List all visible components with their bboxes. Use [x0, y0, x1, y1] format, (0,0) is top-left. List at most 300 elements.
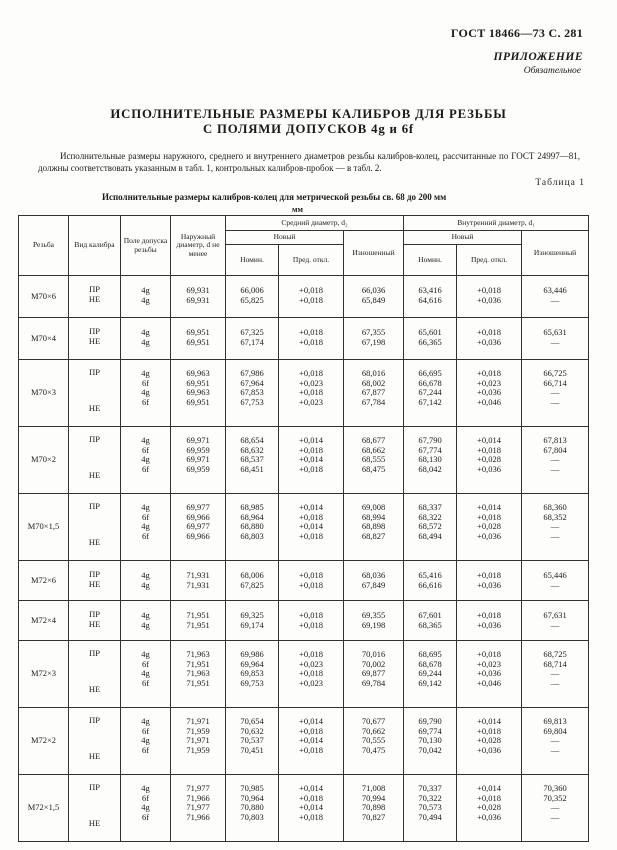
inner-worn-value: —: [550, 454, 560, 465]
mid-worn-value: 69,355: [361, 610, 386, 620]
header-tolerance-field: Поле допуска резьбы: [121, 216, 171, 276]
inner-nominal-value: 67,790: [418, 435, 442, 445]
appendix-note: Обязательное: [523, 66, 581, 76]
inner-nominal-value: 65,601: [418, 327, 442, 337]
cell-inner-deviation: [457, 427, 522, 494]
gauge-type-value: ПР: [89, 284, 100, 294]
outer-diameter-value: 71,977: [186, 802, 210, 813]
mid-nominal-value: 68,006: [240, 570, 264, 580]
gauge-type-value: ПР: [89, 648, 100, 658]
outer-diameter-value: 71,959: [186, 744, 210, 755]
outer-diameter-value: 71,951: [186, 658, 210, 669]
mid-worn-value: 68,555: [361, 454, 386, 465]
inner-worn-value: 65,631: [543, 327, 567, 337]
inner-worn-value: 66,725: [543, 368, 567, 378]
gauge-type-value: ПР: [89, 367, 100, 377]
inner-nominal-value: 64,616: [418, 294, 442, 305]
cell-mid-deviation: [279, 641, 344, 708]
inner-deviation-value: +0,028: [477, 454, 501, 465]
inner-deviation-value: +0,028: [477, 521, 501, 532]
cell-thread: M70×2: [19, 427, 69, 494]
tolerance-field-value: 6f: [141, 744, 150, 755]
cell-outer-diameter: [171, 641, 226, 708]
inner-deviation-value: +0,023: [477, 377, 501, 388]
inner-worn-value: 67,631: [543, 610, 567, 620]
mid-deviation-value: +0,018: [299, 610, 323, 620]
cell-inner-nominal: [404, 641, 457, 708]
inner-nominal-value: 68,337: [418, 502, 442, 512]
tolerance-field-value: 4g: [141, 668, 150, 679]
cell-inner-nominal: [404, 601, 457, 641]
inner-deviation-value: +0,014: [477, 783, 501, 793]
cell-inner-worn: [522, 318, 589, 360]
mid-nominal-value: 69,753: [240, 677, 264, 688]
mid-worn-value: 65,849: [361, 294, 386, 305]
inner-nominal-value: 67,142: [418, 396, 442, 407]
cell-mid-worn: [344, 641, 404, 708]
cell-inner-deviation: [457, 601, 522, 641]
outer-diameter-value: 71,963: [186, 668, 210, 679]
page-title-line1: ИСПОЛНИТЕЛЬНЫЕ РАЗМЕРЫ КАЛИБРОВ ДЛЯ РЕЗЬБЫ: [110, 107, 507, 121]
mid-deviation-value: +0,018: [299, 336, 323, 347]
mid-worn-value: 69,784: [361, 677, 386, 688]
inner-worn-value: 69,804: [543, 725, 567, 736]
cell-tolerance-field: [121, 601, 171, 641]
table-row: [19, 276, 589, 318]
outer-diameter-value: 69,951: [186, 336, 210, 347]
gauge-type-value: ПР: [89, 609, 100, 619]
inner-worn-value: 65,446: [543, 570, 567, 580]
cell-mid-nominal: [226, 708, 279, 775]
cell-inner-deviation: [457, 561, 522, 601]
outer-diameter-value: 71,966: [186, 792, 210, 803]
mid-worn-value: 69,877: [361, 668, 386, 679]
cell-thread: M72×1,5: [19, 775, 69, 842]
inner-worn-value: 68,352: [543, 511, 567, 522]
inner-deviation-value: +0,036: [477, 387, 501, 398]
cell-tolerance-field: [121, 775, 171, 842]
table-row: [19, 561, 589, 601]
cell-inner-nominal: [404, 708, 457, 775]
cell-mid-deviation: [279, 775, 344, 842]
mid-nominal-value: 69,986: [240, 649, 264, 659]
cell-thread: M70×6: [19, 276, 69, 318]
gauge-type-value: НЕ: [88, 683, 101, 694]
tolerance-field-value: 6f: [141, 725, 150, 736]
cell-inner-deviation: [457, 276, 522, 318]
header-mid-diameter: Средний диаметр, d₂: [226, 216, 404, 231]
inner-worn-value: 69,813: [543, 716, 567, 726]
tolerance-field-value: 6f: [141, 444, 150, 455]
gauge-type-value: НЕ: [88, 750, 101, 761]
gauge-type-value: ПР: [89, 782, 100, 792]
inner-worn-value: 68,714: [543, 658, 567, 669]
outer-diameter-value: 71,963: [186, 649, 210, 659]
cell-thread: M70×4: [19, 318, 69, 360]
inner-nominal-value: 68,494: [418, 530, 442, 541]
cell-thread: M72×4: [19, 601, 69, 641]
inner-nominal-value: 70,322: [418, 792, 442, 803]
cell-gauge-type: [69, 427, 121, 494]
mid-worn-value: 68,036: [361, 570, 386, 580]
cell-outer-diameter: [171, 708, 226, 775]
tolerance-field-value: 6f: [141, 511, 150, 522]
mid-nominal-value: 66,006: [240, 285, 264, 295]
tolerance-field-value: 4g: [141, 294, 150, 305]
mid-worn-value: 68,827: [361, 530, 386, 541]
outer-diameter-value: 71,971: [186, 735, 210, 746]
cell-mid-worn: [344, 360, 404, 427]
inner-worn-value: —: [550, 802, 560, 813]
mid-nominal-value: 70,451: [240, 744, 264, 755]
cell-mid-worn: [344, 775, 404, 842]
cell-outer-diameter: [171, 561, 226, 601]
cell-outer-diameter: [171, 775, 226, 842]
table-row: [19, 318, 589, 360]
table-row: [19, 360, 589, 427]
mid-worn-value: 67,784: [361, 396, 386, 407]
mid-nominal-value: 67,853: [240, 387, 264, 398]
gauge-type-value: ПР: [89, 715, 100, 725]
inner-deviation-value: +0,014: [477, 435, 501, 445]
inner-deviation-value: +0,018: [477, 368, 501, 378]
tolerance-field-value: 4g: [141, 570, 150, 580]
cell-gauge-type: [69, 601, 121, 641]
outer-diameter-value: 71,951: [186, 619, 210, 630]
mid-nominal-value: 69,853: [240, 668, 264, 679]
mid-deviation-value: +0,014: [299, 783, 323, 793]
cell-mid-worn: [344, 561, 404, 601]
mid-nominal-value: 70,632: [240, 725, 264, 736]
mid-worn-value: 71,008: [361, 783, 386, 793]
gauge-type-value: НЕ: [88, 469, 101, 480]
document-reference: ГОСТ 18466—73 С. 281: [450, 26, 583, 40]
mid-worn-value: 70,475: [361, 744, 386, 755]
cell-inner-nominal: [404, 276, 457, 318]
inner-deviation-value: +0,018: [477, 285, 501, 295]
tolerance-field-value: 4g: [141, 802, 150, 813]
tolerance-field-value: 6f: [141, 658, 150, 669]
cell-inner-deviation: [457, 775, 522, 842]
cell-inner-worn: [522, 276, 589, 318]
inner-deviation-value: +0,018: [477, 511, 501, 522]
mid-deviation-value: +0,018: [299, 744, 323, 755]
mid-worn-value: 68,677: [361, 435, 386, 445]
table-row: [19, 708, 589, 775]
mid-deviation-value: +0,023: [299, 377, 323, 388]
cell-mid-nominal: [226, 427, 279, 494]
inner-deviation-value: +0,014: [477, 502, 501, 512]
tolerance-field-value: 4g: [141, 735, 150, 746]
mid-worn-value: 68,002: [361, 377, 386, 388]
header-thread: Резьба: [19, 216, 69, 276]
inner-worn-value: —: [550, 744, 560, 755]
tolerance-field-value: 4g: [141, 502, 150, 512]
outer-diameter-value: 71,951: [186, 610, 210, 620]
mid-deviation-value: +0,018: [299, 530, 323, 541]
tolerance-field-value: 6f: [141, 792, 150, 803]
cell-mid-deviation: [279, 601, 344, 641]
mid-deviation-value: +0,018: [299, 811, 323, 822]
table-label: Таблица 1: [535, 178, 585, 188]
mid-nominal-value: 69,325: [240, 610, 264, 620]
mid-deviation-value: +0,014: [299, 735, 323, 746]
mid-worn-value: 68,662: [361, 444, 386, 455]
tolerance-field-value: 4g: [141, 285, 150, 295]
mid-deviation-value: +0,023: [299, 677, 323, 688]
inner-worn-value: —: [550, 811, 560, 822]
tolerance-field-value: 4g: [141, 368, 150, 378]
gauge-type-value: НЕ: [88, 578, 101, 589]
mid-worn-value: 67,877: [361, 387, 386, 398]
mid-worn-value: 68,994: [361, 511, 386, 522]
inner-deviation-value: +0,018: [477, 792, 501, 803]
inner-deviation-value: +0,036: [477, 294, 501, 305]
outer-diameter-value: 71,971: [186, 716, 210, 726]
inner-deviation-value: +0,036: [477, 619, 501, 630]
cell-gauge-type: [69, 561, 121, 601]
outer-diameter-value: 71,931: [186, 570, 210, 580]
cell-mid-nominal: [226, 276, 279, 318]
inner-deviation-value: +0,023: [477, 658, 501, 669]
inner-nominal-value: 66,678: [418, 377, 442, 388]
header-inner-nominal: Номин.: [404, 245, 457, 276]
cell-mid-deviation: [279, 708, 344, 775]
inner-worn-value: —: [550, 336, 560, 347]
gauge-type-value: НЕ: [88, 536, 101, 547]
cell-inner-nominal: [404, 775, 457, 842]
header-mid-nominal: Номин.: [226, 245, 279, 276]
inner-worn-value: 70,360: [543, 783, 567, 793]
cell-outer-diameter: [171, 494, 226, 561]
mid-nominal-value: 70,654: [240, 716, 264, 726]
mid-deviation-value: +0,018: [299, 387, 323, 398]
intro-paragraph: Исполнительные размеры наружного, среднего и внутреннего диаметров резьбы калибров-колец, рассчитанные по ГОСТ 24997—81, должны соответствовать указанным в табл. 1, контрольных калибров-пробок — в табл. 2.: [38, 151, 580, 173]
cell-outer-diameter: [171, 276, 226, 318]
mid-nominal-value: 70,803: [240, 811, 264, 822]
mid-nominal-value: 69,174: [240, 619, 264, 630]
tolerance-field-value: 6f: [141, 677, 150, 688]
mid-deviation-value: +0,023: [299, 396, 323, 407]
inner-deviation-value: +0,036: [477, 579, 501, 590]
inner-nominal-value: 67,774: [418, 444, 442, 455]
inner-worn-value: —: [550, 579, 560, 590]
outer-diameter-value: 71,977: [186, 783, 210, 793]
tolerance-field-value: 4g: [141, 610, 150, 620]
mid-worn-value: 69,198: [361, 619, 386, 630]
tolerance-field-value: 4g: [141, 336, 150, 347]
mid-deviation-value: +0,018: [299, 619, 323, 630]
inner-nominal-value: 68,130: [418, 454, 442, 465]
inner-deviation-value: +0,036: [477, 668, 501, 679]
cell-mid-nominal: [226, 318, 279, 360]
outer-diameter-value: 71,959: [186, 725, 210, 736]
mid-worn-value: 69,008: [361, 502, 386, 512]
mid-worn-value: 67,198: [361, 336, 386, 347]
cell-inner-worn: [522, 641, 589, 708]
inner-nominal-value: 70,337: [418, 783, 442, 793]
inner-worn-value: 68,725: [543, 649, 567, 659]
appendix-label: ПРИЛОЖЕНИЕ: [493, 51, 583, 63]
inner-worn-value: 68,360: [543, 502, 567, 512]
cell-mid-deviation: [279, 427, 344, 494]
cell-inner-deviation: [457, 641, 522, 708]
inner-worn-value: 63,446: [543, 285, 567, 295]
mid-nominal-value: 70,985: [240, 783, 264, 793]
cell-tolerance-field: [121, 427, 171, 494]
outer-diameter-value: 69,959: [186, 444, 210, 455]
cell-gauge-type: [69, 641, 121, 708]
mid-deviation-value: +0,014: [299, 716, 323, 726]
cell-inner-deviation: [457, 494, 522, 561]
inner-nominal-value: 63,416: [418, 285, 442, 295]
tolerance-field-value: 6f: [141, 530, 150, 541]
cell-inner-worn: [522, 561, 589, 601]
cell-gauge-type: [69, 494, 121, 561]
cell-mid-worn: [344, 601, 404, 641]
tolerance-field-value: 4g: [141, 454, 150, 465]
inner-worn-value: —: [550, 735, 560, 746]
page-title-line2: С ПОЛЯМИ ДОПУСКОВ 4g и 6f: [203, 122, 414, 136]
tolerance-field-value: 4g: [141, 649, 150, 659]
mid-nominal-value: 68,451: [240, 463, 264, 474]
mid-worn-value: 70,016: [361, 649, 386, 659]
tolerance-field-value: 4g: [141, 435, 150, 445]
outer-diameter-value: 69,951: [186, 327, 210, 337]
cell-mid-worn: [344, 494, 404, 561]
inner-deviation-value: +0,046: [477, 396, 501, 407]
inner-worn-value: 67,813: [543, 435, 567, 445]
mid-nominal-value: 67,986: [240, 368, 264, 378]
gauge-type-value: ПР: [89, 569, 100, 579]
inner-nominal-value: 68,678: [418, 658, 442, 669]
gauge-type-value: НЕ: [88, 335, 101, 346]
mid-deviation-value: +0,018: [299, 285, 323, 295]
inner-nominal-value: 70,573: [418, 802, 442, 813]
cell-inner-worn: [522, 427, 589, 494]
outer-diameter-value: 69,931: [186, 285, 210, 295]
mid-deviation-value: +0,014: [299, 802, 323, 813]
inner-deviation-value: +0,036: [477, 336, 501, 347]
inner-worn-value: 66,714: [543, 377, 567, 388]
inner-worn-value: —: [550, 463, 560, 474]
mid-worn-value: 68,016: [361, 368, 386, 378]
mid-nominal-value: 67,964: [240, 377, 264, 388]
inner-nominal-value: 67,244: [418, 387, 442, 398]
mid-nominal-value: 67,825: [240, 579, 264, 590]
table-row: [19, 775, 589, 842]
cell-mid-deviation: [279, 276, 344, 318]
tolerance-field-value: 4g: [141, 387, 150, 398]
inner-deviation-value: +0,046: [477, 677, 501, 688]
tolerance-field-value: 6f: [141, 463, 150, 474]
gauge-type-value: НЕ: [88, 293, 101, 304]
cell-mid-worn: [344, 708, 404, 775]
cell-thread: M72×3: [19, 641, 69, 708]
mid-deviation-value: +0,018: [299, 579, 323, 590]
inner-nominal-value: 69,790: [418, 716, 442, 726]
cell-mid-nominal: [226, 360, 279, 427]
cell-mid-worn: [344, 276, 404, 318]
cell-gauge-type: [69, 360, 121, 427]
outer-diameter-value: 69,977: [186, 502, 210, 512]
cell-inner-deviation: [457, 318, 522, 360]
cell-thread: M72×6: [19, 561, 69, 601]
cell-mid-deviation: [279, 494, 344, 561]
tolerance-field-value: 4g: [141, 579, 150, 590]
mid-worn-value: 70,994: [361, 792, 386, 803]
inner-nominal-value: 70,130: [418, 735, 442, 746]
cell-tolerance-field: [121, 360, 171, 427]
inner-deviation-value: +0,028: [477, 802, 501, 813]
cell-tolerance-field: [121, 318, 171, 360]
header-outer-diameter: Наружный диаметр, d не менее: [171, 216, 226, 276]
mid-deviation-value: +0,018: [299, 511, 323, 522]
mid-worn-value: 67,849: [361, 579, 386, 590]
cell-gauge-type: [69, 318, 121, 360]
cell-inner-nominal: [404, 561, 457, 601]
outer-diameter-value: 71,966: [186, 811, 210, 822]
cell-mid-deviation: [279, 561, 344, 601]
cell-inner-worn: [522, 601, 589, 641]
cell-tolerance-field: [121, 708, 171, 775]
cell-gauge-type: [69, 708, 121, 775]
mid-deviation-value: +0,018: [299, 649, 323, 659]
cell-outer-diameter: [171, 360, 226, 427]
table-row: [19, 641, 589, 708]
cell-outer-diameter: [171, 427, 226, 494]
inner-deviation-value: +0,018: [477, 725, 501, 736]
outer-diameter-value: 69,963: [186, 368, 210, 378]
mid-deviation-value: +0,018: [299, 668, 323, 679]
inner-nominal-value: 66,365: [418, 336, 442, 347]
table-row: [19, 494, 589, 561]
outer-diameter-value: 69,951: [186, 396, 210, 407]
header-mid-new: Новый: [226, 231, 344, 245]
header-mid-worn: Изношенный: [344, 231, 404, 276]
table-title: Исполнительные размеры калибров-колец для метрической резьбы св. 68 до 200 мм: [102, 192, 447, 202]
outer-diameter-value: 69,959: [186, 463, 210, 474]
cell-thread: M70×3: [19, 360, 69, 427]
inner-deviation-value: +0,018: [477, 649, 501, 659]
cell-mid-nominal: [226, 775, 279, 842]
mid-nominal-value: 68,803: [240, 530, 264, 541]
inner-deviation-value: +0,018: [477, 610, 501, 620]
mid-deviation-value: +0,014: [299, 454, 323, 465]
inner-nominal-value: 66,695: [418, 368, 442, 378]
cell-tolerance-field: [121, 561, 171, 601]
cell-inner-worn: [522, 360, 589, 427]
mid-nominal-value: 68,537: [240, 454, 264, 465]
inner-deviation-value: +0,014: [477, 716, 501, 726]
inner-worn-value: —: [550, 387, 560, 398]
mid-nominal-value: 68,632: [240, 444, 264, 455]
gauge-type-value: ПР: [89, 326, 100, 336]
mid-nominal-value: 70,880: [240, 802, 264, 813]
cell-mid-nominal: [226, 494, 279, 561]
mid-nominal-value: 69,964: [240, 658, 264, 669]
cell-inner-nominal: [404, 427, 457, 494]
mid-deviation-value: +0,018: [299, 368, 323, 378]
table-body: [19, 276, 589, 842]
mid-worn-value: 70,677: [361, 716, 386, 726]
mid-deviation-value: +0,018: [299, 444, 323, 455]
inner-worn-value: —: [550, 668, 560, 679]
cell-tolerance-field: [121, 494, 171, 561]
cell-mid-nominal: [226, 601, 279, 641]
tolerance-field-value: 6f: [141, 811, 150, 822]
mid-nominal-value: 68,654: [240, 435, 264, 445]
